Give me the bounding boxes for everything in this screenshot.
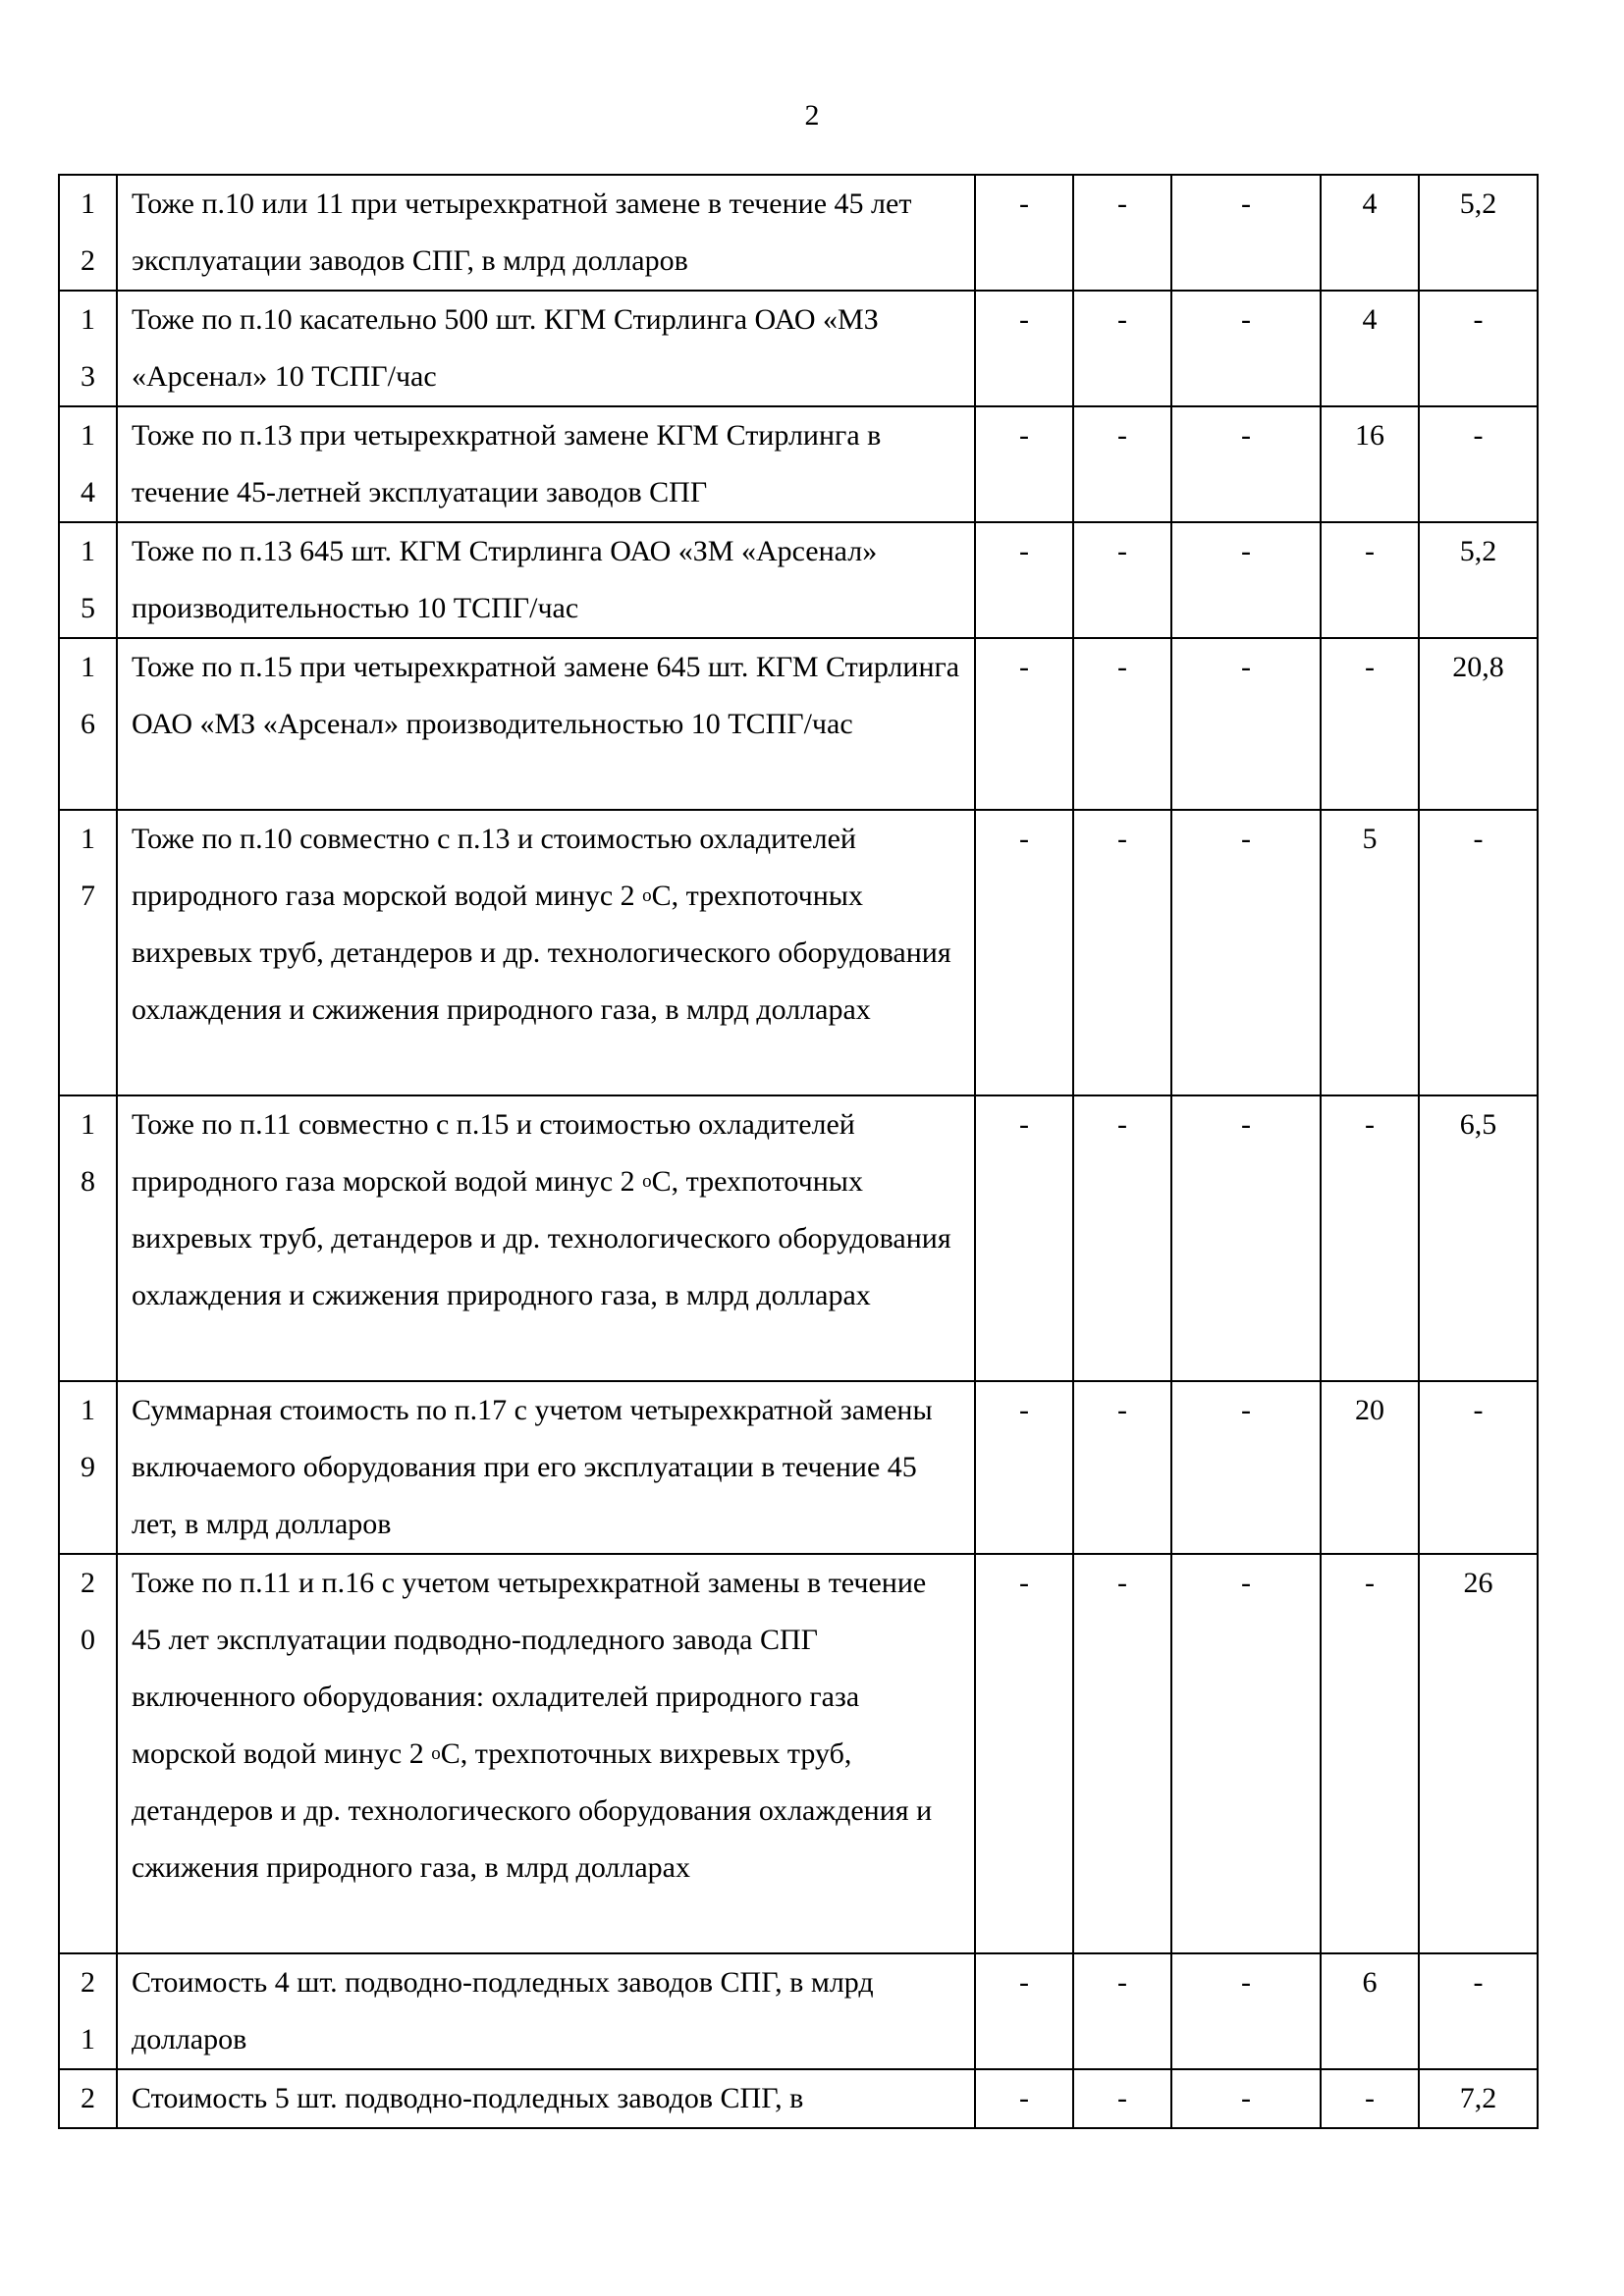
table-row [59, 810, 1538, 1095]
value-cell: - [1073, 175, 1171, 291]
table-row [59, 1953, 1538, 2069]
value-cell: 7,2 [1419, 2069, 1538, 2128]
value-cell: 5,2 [1419, 522, 1538, 638]
value-cell: - [1419, 291, 1538, 406]
value-cell: - [1171, 291, 1321, 406]
value-cell: - [1073, 291, 1171, 406]
value-cell: - [1073, 638, 1171, 810]
table-row [59, 406, 1538, 522]
value-cell: - [1171, 406, 1321, 522]
value-cell: - [1321, 522, 1419, 638]
row-number: 18 [59, 1095, 117, 1381]
desc-text-end: С, трехпоточных вихревых труб, детандеров и др. технологического оборудования охлаждения и сжижения природного газа, в млрд долларах [132, 880, 951, 1026]
row-description [117, 810, 975, 1095]
value-cell: - [1073, 1381, 1171, 1554]
value-cell: - [1171, 1554, 1321, 1953]
row-description: Тоже по п.15 при четырехкратной замене 645 шт. КГМ Стирлинга ОАО «МЗ «Арсенал» производительностью 10 ТСПГ/час [117, 638, 975, 810]
table-row [59, 522, 1538, 638]
value-cell: - [1073, 1095, 1171, 1381]
value-cell: - [1171, 810, 1321, 1095]
desc-text-start: Тоже по п.10 совместно с п.13 и стоимостью охладителей природного газа морской водой минус 2 [132, 823, 856, 912]
value-cell: - [1321, 1095, 1419, 1381]
value-cell: - [975, 1381, 1073, 1554]
value-cell: 4 [1321, 291, 1419, 406]
table-row [59, 1095, 1538, 1381]
value-cell: - [1171, 175, 1321, 291]
desc-text-end: С, трехпоточных вихревых труб, детандеров и др. технологического оборудования охлаждения и сжижения природного газа, в млрд долларах [132, 1165, 951, 1311]
value-cell: - [1073, 522, 1171, 638]
table-row [59, 1554, 1538, 1953]
row-description: Тоже по п.13 при четырехкратной замене КГМ Стирлинга в течение 45-летней эксплуатации заводов СПГ [117, 406, 975, 522]
value-cell: - [1171, 1953, 1321, 2069]
value-cell: 16 [1321, 406, 1419, 522]
row-number: 2 [59, 2069, 117, 2128]
value-cell: - [1073, 2069, 1171, 2128]
row-number: 14 [59, 406, 117, 522]
page-number: 2 [804, 99, 820, 132]
value-cell: 6 [1321, 1953, 1419, 2069]
value-cell: - [1171, 1381, 1321, 1554]
value-cell: - [1419, 1381, 1538, 1554]
row-number: 12 [59, 175, 117, 291]
row-description: Стоимость 4 шт. подводно-подледных заводов СПГ, в млрд долларов [117, 1953, 975, 2069]
value-cell: - [1073, 406, 1171, 522]
value-cell: - [1321, 638, 1419, 810]
desc-text-start: Тоже по п.11 совместно с п.15 и стоимостью охладителей природного газа морской водой минус 2 [132, 1108, 855, 1198]
table-row [59, 2069, 1538, 2128]
value-cell: 20,8 [1419, 638, 1538, 810]
value-cell: 4 [1321, 175, 1419, 291]
value-cell: - [975, 2069, 1073, 2128]
value-cell: - [975, 175, 1073, 291]
value-cell: - [1171, 522, 1321, 638]
row-description: Стоимость 5 шт. подводно-подледных заводов СПГ, в [117, 2069, 975, 2128]
value-cell: 6,5 [1419, 1095, 1538, 1381]
table-row [59, 291, 1538, 406]
value-cell: - [975, 1554, 1073, 1953]
row-description [117, 1095, 975, 1381]
value-cell: - [975, 291, 1073, 406]
value-cell: - [975, 406, 1073, 522]
row-number: 17 [59, 810, 117, 1095]
cost-table [58, 174, 1539, 2129]
row-number: 13 [59, 291, 117, 406]
row-description: Тоже по п.13 645 шт. КГМ Стирлинга ОАО «ЗМ «Арсенал» производительностью 10 ТСПГ/час [117, 522, 975, 638]
value-cell: - [975, 638, 1073, 810]
row-number: 19 [59, 1381, 117, 1554]
table-row [59, 638, 1538, 810]
desc-text-start: Тоже по п.11 и п.16 с учетом четырехкратной замены в течение 45 лет эксплуатации подводно-подледного завода СПГ включенного оборудования: охладителей природного газа морской водой минус 2 [132, 1567, 927, 1770]
value-cell: - [1171, 638, 1321, 810]
row-description [117, 1554, 975, 1953]
value-cell: 5 [1321, 810, 1419, 1095]
row-number: 16 [59, 638, 117, 810]
row-number: 20 [59, 1554, 117, 1953]
value-cell: - [1419, 1953, 1538, 2069]
value-cell: - [1171, 2069, 1321, 2128]
value-cell: 20 [1321, 1381, 1419, 1554]
value-cell: 26 [1419, 1554, 1538, 1953]
value-cell: 5,2 [1419, 175, 1538, 291]
row-description: Суммарная стоимость по п.17 с учетом четырехкратной замены включаемого оборудования при его эксплуатации в течение 45 лет, в млрд долларов [117, 1381, 975, 1554]
table-row [59, 1381, 1538, 1554]
value-cell: - [975, 522, 1073, 638]
table-row [59, 175, 1538, 291]
value-cell: - [975, 1095, 1073, 1381]
value-cell: - [975, 810, 1073, 1095]
degree-sup: o [642, 1171, 652, 1192]
value-cell: - [1073, 1554, 1171, 1953]
row-number: 21 [59, 1953, 117, 2069]
value-cell: - [1171, 1095, 1321, 1381]
value-cell: - [1073, 1953, 1171, 2069]
row-number: 15 [59, 522, 117, 638]
degree-sup: o [431, 1743, 441, 1764]
value-cell: - [1321, 2069, 1419, 2128]
row-description: Тоже по п.10 касательно 500 шт. КГМ Стирлинга ОАО «МЗ «Арсенал» 10 ТСПГ/час [117, 291, 975, 406]
value-cell: - [975, 1953, 1073, 2069]
desc-text-end: С, трехпоточных вихревых труб, детандеров и др. технологического оборудования охлаждения и сжижения природного газа, в млрд долларах [132, 1737, 933, 1884]
value-cell: - [1321, 1554, 1419, 1953]
row-description: Тоже п.10 или 11 при четырехкратной замене в течение 45 лет эксплуатации заводов СПГ, в млрд долларов [117, 175, 975, 291]
value-cell: - [1073, 810, 1171, 1095]
value-cell: - [1419, 810, 1538, 1095]
degree-sup: o [642, 885, 652, 906]
value-cell: - [1419, 406, 1538, 522]
